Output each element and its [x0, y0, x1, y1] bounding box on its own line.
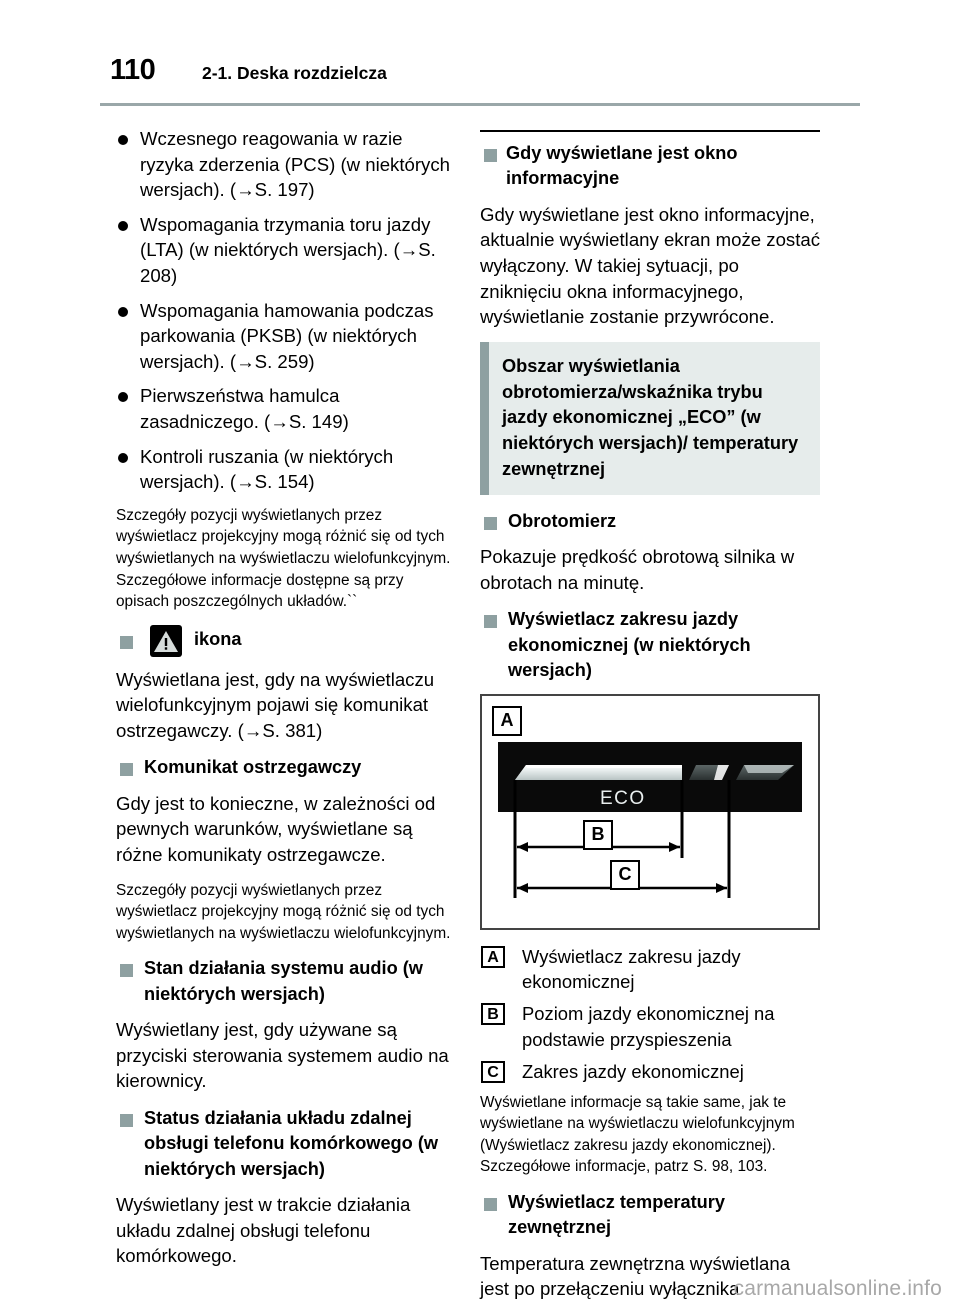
eco-gauge-text: ECO [600, 787, 646, 809]
heading-outside-temperature [480, 1190, 820, 1241]
heading-text: Komunikat ostrzegawczy [144, 757, 362, 778]
bullet-dot-icon [118, 392, 128, 402]
heading-text: Stan działania systemu audio (w niektórych wersjach) [144, 958, 423, 1004]
chapter-title: 2-1. Deska rozdzielcza [202, 63, 387, 83]
figure-reference-a [480, 944, 820, 995]
list-item [116, 383, 456, 434]
list-item [116, 212, 456, 289]
tachometer-body: Pokazuje prędkość obrotową silnika w obrotach na minutę. [480, 546, 795, 593]
reference-badge: C [481, 1061, 505, 1083]
figure-reference-b [480, 1001, 820, 1052]
reference-text: Wyświetlacz zakresu jazdy ekonomicznej [522, 945, 741, 992]
heading-phone-status [116, 1106, 456, 1182]
left-column [116, 126, 456, 1281]
figure-reference-c [480, 1059, 820, 1084]
bullet-dot-icon [118, 307, 128, 317]
warning-icon-label: ikona [194, 628, 242, 649]
bullet-dot-icon [118, 135, 128, 145]
heading-eco-display [480, 607, 820, 683]
bullet-dot-icon [118, 453, 128, 463]
heading-text: Wyświetlacz temperatury zewnętrznej [508, 1191, 725, 1238]
reference-badge: A [481, 946, 505, 968]
reference-badge: B [481, 1003, 505, 1025]
right-column [480, 126, 820, 1314]
heading-text: Gdy wyświetlane jest okno informacyjne [506, 143, 738, 189]
outside-temperature-body: Temperatura zewnętrzna wyświetlana jest po przełączeniu wyłącznika [480, 1252, 791, 1300]
heading-text: Status działania układu zdalnej obsługi telefonu komórkowego (w niektórych wersjach) [144, 1108, 439, 1179]
phone-status-body: Wyświetlany jest w trakcie działania układu zdalnej obsługi telefonu komórkowego. [116, 1194, 411, 1267]
heading-text: Wyświetlacz zakresu jazdy ekonomicznej (w niektórych wersjach) [508, 609, 751, 681]
square-bullet-icon [120, 763, 133, 776]
eco-gauge-diagram [482, 696, 818, 928]
list-item-text: Wczesnego reagowania w razie ryzyka zderzenia (PCS) (w niektórych wersjach). (→S. 197) [140, 128, 450, 201]
list-item-text: Kontroli ruszania (w niektórych wersjach). (→S. 154) [140, 445, 394, 493]
warning-icon-heading [116, 625, 456, 657]
eco-note-paragraph: Wyświetlane informacje są takie same, jak te wyświetlane na wyświetlaczu wielofunkcyjnym (Wyświetlacz zakresu jazdy ekonomicznej). Szczegółowe informacje, patrz S. 98, 103. [480, 1093, 795, 1176]
reference-text: Poziom jazdy ekonomicznej na podstawie przyspieszenia [522, 1003, 775, 1050]
list-item [116, 444, 456, 495]
warning-message-body: Gdy jest to konieczne, w zależności od pewnych warunków, wyświetlane są różne komunikaty ostrzegawcze. [116, 792, 436, 866]
heading-text: Obrotomierz [508, 510, 617, 531]
list-item [116, 126, 456, 203]
square-bullet-icon [484, 1198, 497, 1211]
hud-note-paragraph-2: Szczegóły pozycji wyświetlanych przez wyświetlacz projekcyjny mogą różnić się od tych wyświetlanych na wyświetlaczu wielofunkcyjnym. [116, 881, 451, 942]
site-watermark: carmanualsonline.info [733, 1277, 942, 1300]
square-bullet-icon [484, 149, 497, 162]
heading-info-window [480, 141, 820, 192]
feature-bullet-list [116, 126, 456, 495]
info-window-body: Gdy wyświetlane jest okno informacyjne, aktualnie wyświetlany ekran może zostać wyłączony. W takiej sytuacji, po zniknięciu okna informacyjnego, wyświetlanie zostanie przywrócone. [480, 203, 821, 328]
header-divider [100, 103, 860, 106]
eco-gauge-figure [480, 694, 820, 930]
list-item [116, 298, 456, 375]
heading-audio-status [116, 956, 456, 1007]
hud-note-paragraph: Szczegóły pozycji wyświetlanych przez wyświetlacz projekcyjny mogą różnić się od tych wyświetlanych na wyświetlaczu wielofunkcyjnym. Szczegółowe informacje dostępne są przy opisach poszczególnych układów.`` [116, 506, 451, 611]
square-bullet-icon [120, 964, 133, 977]
figure-label-b: B [583, 820, 613, 850]
square-bullet-icon [484, 615, 497, 628]
list-item-text: Wspomagania trzymania toru jazdy (LTA) (w niektórych wersjach). (→S. 208) [140, 213, 436, 286]
section-callout-box [480, 342, 820, 495]
reference-text: Zakres jazdy ekonomicznej [522, 1061, 744, 1083]
warning-icon-body: Wyświetlana jest, gdy na wyświetlaczu wielofunkcyjnym pojawi się komunikat ostrzegawczy. (→S. 381) [116, 668, 435, 741]
list-item-text: Pierwszeństwa hamulca zasadniczego. (→S. 149) [140, 385, 349, 432]
figure-label-c: C [610, 860, 640, 890]
section-divider [480, 130, 820, 132]
heading-tachometer [480, 509, 820, 534]
square-bullet-icon [120, 1114, 133, 1127]
callout-text: Obszar wyświetlania obrotomierza/wskaźnika trybu jazdy ekonomicznej „ECO” (w niektórych wersjach)/ temperatury zewnętrznej [502, 355, 799, 479]
figure-label-a: A [492, 706, 522, 736]
list-item-text: Wspomagania hamowania podczas parkowania (PKSB) (w niektórych wersjach). (→S. 259) [140, 299, 434, 372]
warning-triangle-icon [150, 625, 182, 657]
heading-warning-message [116, 755, 456, 780]
square-bullet-icon [484, 517, 497, 530]
bullet-dot-icon [118, 221, 128, 231]
page-number: 110 [110, 54, 156, 86]
audio-status-body: Wyświetlany jest, gdy używane są przyciski sterowania systemem audio na kierownicy. [116, 1019, 449, 1092]
square-bullet-icon [120, 636, 133, 649]
